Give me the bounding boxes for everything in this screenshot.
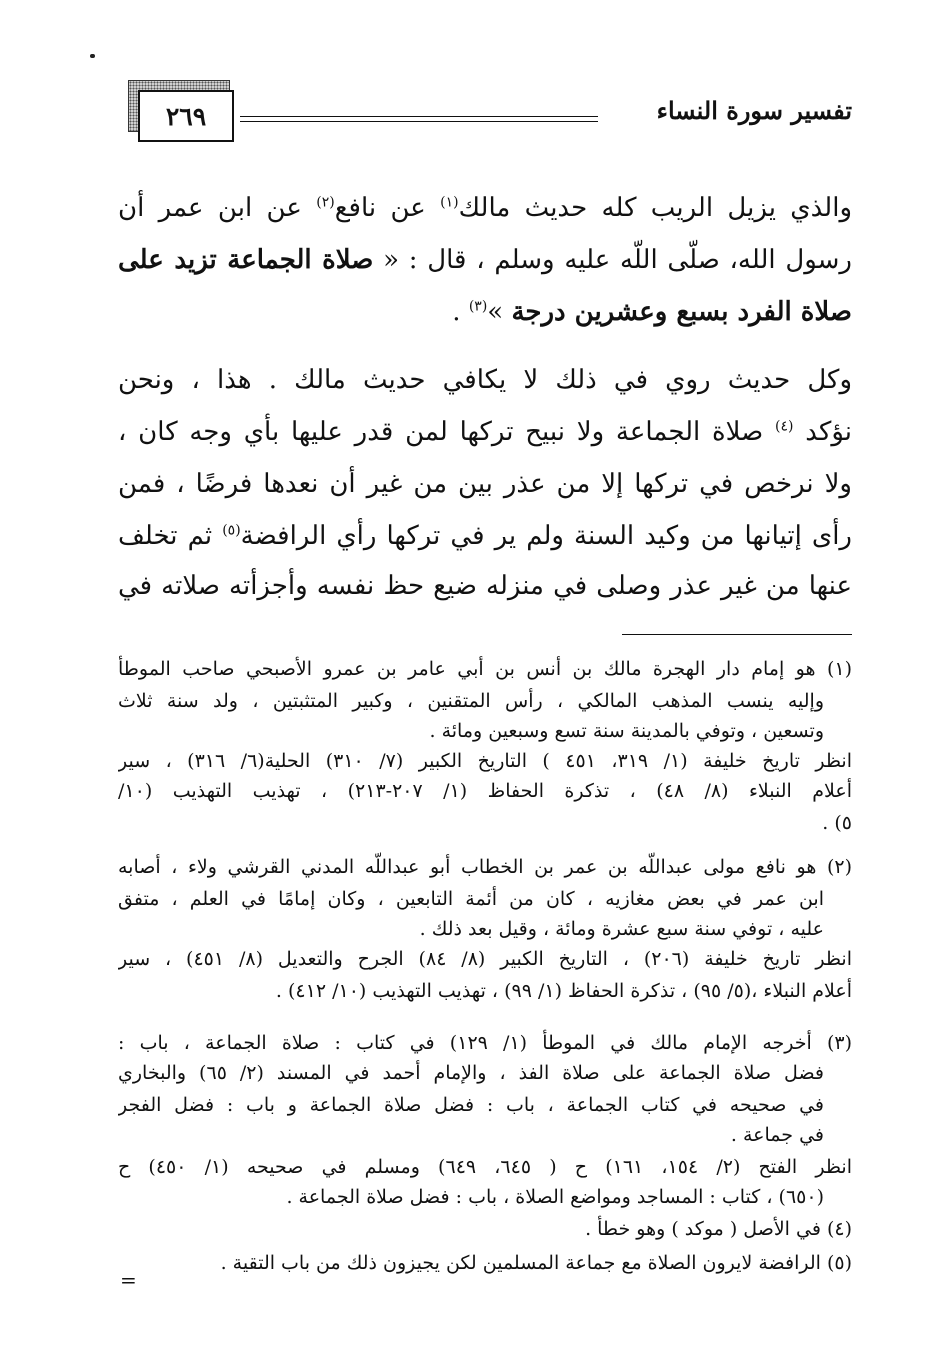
- body-text-run: عن نافع: [334, 193, 441, 223]
- hadith-quote: صلاة الفرد بسبع وعشرين درجة: [511, 297, 852, 327]
- body-line: [118, 564, 852, 610]
- stray-ink-dot: [90, 54, 95, 58]
- footnote-line: وإليه ينسب المذهب المالكي ، رأس المتقنين ، وكبير المتثبتين ، ولد سنة ثلاث: [118, 690, 824, 712]
- footnote-ref: (٣): [468, 298, 488, 315]
- footnote-line: ٥) .: [822, 812, 852, 834]
- footnote-line: انظر تاريخ خليفة (٢٠٦) ، التاريخ الكبير (٨/ ٨٤) الجرح والتعديل (٨/ ٤٥١) ، سير: [118, 948, 852, 970]
- body-text-run: .: [452, 297, 469, 327]
- page-number: ٢٦٩: [138, 90, 234, 142]
- body-line: [118, 462, 852, 508]
- footnote-line: (٤) في الأصل ( موكد ) وهو خطأ .: [585, 1218, 852, 1240]
- body-text-run: عنها من غير عذر وصلى في منزله ضيع حظ نفسه وأجزأته صلاته في: [118, 571, 852, 601]
- footnote-line: أعلام النبلاء ،(٥/ ٩٥) ، تذكرة الحفاظ (١/ ٩٩) ، تهذيب التهذيب (١٠/ ٤١٢) .: [275, 980, 852, 1002]
- footnote-line: (٣) أخرجه الإمام مالك في الموطأ (١/ ١٢٩) في كتاب : صلاة الجماعة ، باب :: [118, 1032, 852, 1054]
- body-text-run: ولا نرخص في تركها إلا من عذر بين من غير أن نعدها فرضًا ، فمن: [118, 469, 852, 499]
- footnote-line: في صحيحه في كتاب الجماعة ، باب : فضل صلاة الجماعة و باب : فضل الفجر: [118, 1094, 824, 1116]
- footnote-line: (٦٥٠) ، كتاب : المساجد ومواضع الصلاة ، باب : فضل صلاة الجماعة .: [286, 1186, 824, 1208]
- body-line: [118, 238, 852, 284]
- footnote-ref: (٤): [775, 418, 794, 435]
- continuation-mark: =: [120, 1268, 137, 1292]
- body-line: [118, 514, 852, 560]
- body-text-run: والذي يزيل الريب كله حديث مالك: [458, 193, 852, 223]
- footnote-separator: [622, 634, 852, 635]
- body-text-run: صلاة الجماعة ولا نبيح تركها لمن قدر عليها بأي وجه كان ،: [118, 417, 776, 447]
- body-text-run: ثم تخلف: [118, 521, 223, 551]
- hadith-quote: صلاة الجماعة تزيد على: [118, 245, 374, 275]
- footnote-line: عليه ، توفي سنة سبع عشرة ومائة ، وقيل بعد ذلك .: [419, 918, 824, 940]
- running-title: تفسير سورة النساء: [656, 96, 852, 125]
- body-line: [118, 358, 852, 404]
- footnote-line: في جماعة .: [730, 1124, 824, 1146]
- footnote-ref: (٥): [222, 522, 241, 539]
- body-line: [118, 290, 852, 336]
- body-text-run: نؤكد: [793, 417, 852, 447]
- footnote-line: فضل صلاة الجماعة على صلاة الفذ ، والإمام أحمد في المسند (٢/ ٦٥) والبخاري: [118, 1062, 824, 1084]
- footnote-line: (٢) هو نافع مولى عبداللّه بن عمر بن الخطاب أبو عبداللّه المدني القرشي ولاء ، أصابه: [118, 856, 852, 878]
- body-text-run: رأى إتيانها من وكيد السنة ولم ير في تركها رأي الرافضة: [240, 521, 852, 551]
- footnote-ref: (١): [440, 194, 459, 211]
- footnote-line: أعلام النبلاء (٨/ ٤٨) ، تذكرة الحفاظ (١/ ٢٠٧-٢١٣) ، تهذيب التهذيب (١٠/: [118, 780, 852, 802]
- header-rule: [240, 116, 598, 117]
- footnote-ref: (٢): [316, 194, 335, 211]
- body-line: [118, 186, 852, 232]
- body-text-run: وكل حديث روي في ذلك لا يكافي حديث مالك . هذا ، ونحن: [118, 365, 852, 395]
- body-text-run: رسول الله، صلّى اللّه عليه وسلم ، قال : «: [373, 245, 852, 275]
- footnote-line: انظر تاريخ خليفة (١/ ٣١٩، ٤٥١ ) التاريخ الكبير (٧/ ٣١٠) الحلية(٦/ ٣١٦) ، سير: [118, 750, 852, 772]
- body-line: [118, 410, 852, 456]
- footnote-line: (١) هو إمام دار الهجرة مالك بن أنس بن أبي عامر بن عمرو الأصبحي صاحب الموطأ: [118, 658, 852, 680]
- body-text-run: »: [487, 297, 512, 327]
- footnote-line: وتسعين ، وتوفي بالمدينة سنة تسع وسبعين ومائة .: [429, 720, 824, 742]
- footnote-line: انظر الفتح (٢/ ١٥٤، ١٦١) ح ( ٦٤٥، ٦٤٩) ومسلم في صحيحه (١/ ٤٥٠) ح: [118, 1156, 852, 1178]
- body-text-run: عن ابن عمر أن: [118, 193, 317, 223]
- header-rule: [240, 121, 598, 122]
- footnote-line: (٥) الرافضة لايرون الصلاة مع جماعة المسلمين لكن يجيزون ذلك من باب التقية .: [220, 1252, 852, 1274]
- footnote-line: ابن عمر في بعض مغازيه ، كان من أئمة التابعين ، وكان إمامًا في العلم ، متفق: [118, 888, 824, 910]
